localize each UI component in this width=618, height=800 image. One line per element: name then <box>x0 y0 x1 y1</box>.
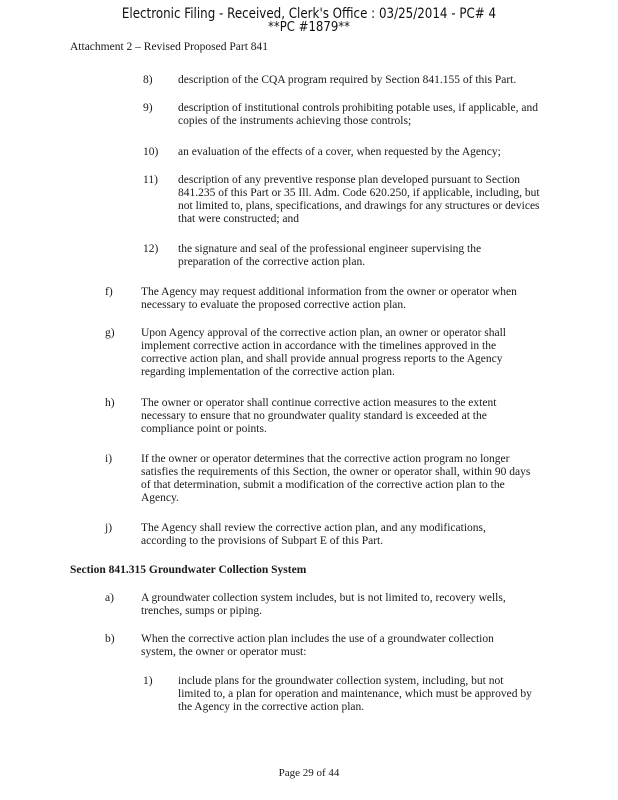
item-label: 11) <box>143 174 158 186</box>
item-text: description of institutional controls prohibiting potable uses, if applicable, and copies of the instruments achieving those controls; <box>178 102 538 127</box>
item-label: 9) <box>143 102 153 114</box>
item-text: The Agency may request additional information from the owner or operator when necessary to evaluate the proposed corrective action plan. <box>141 286 517 311</box>
item-text: The Agency shall review the corrective action plan, and any modifications, according to the provisions of Subpart E of this Part. <box>141 522 486 547</box>
page-number: Page 29 of 44 <box>278 767 340 779</box>
item-text: an evaluation of the effects of a cover, when requested by the Agency; <box>178 146 501 158</box>
item-label: g) <box>105 327 115 339</box>
item-label: b) <box>105 633 115 645</box>
item-text: The owner or operator shall continue corrective action measures to the extent necessary to ensure that no groundwater quality standard is exceeded at the compliance point or points. <box>141 397 497 435</box>
item-text: Upon Agency approval of the corrective action plan, an owner or operator shall implement corrective action in accordance with the timelines approved in the corrective action plan, and shall provide annual progress reports to the Agency regarding implementation of the corrective action plan. <box>141 327 506 378</box>
item-text: include plans for the groundwater collection system, including, but not limited to, a plan for operation and maintenance, which must be approved by the Agency in the corrective action plan. <box>178 675 532 713</box>
item-label: a) <box>105 592 114 604</box>
item-label: 8) <box>143 74 153 86</box>
item-label: h) <box>105 397 115 409</box>
item-label: j) <box>105 522 113 534</box>
pc-number: **PC #1879** <box>268 20 350 35</box>
item-label: i) <box>105 453 113 465</box>
item-text: When the corrective action plan includes the use of a groundwater collection system, the owner or operator must: <box>141 633 494 658</box>
attachment-header: Attachment 2 – Revised Proposed Part 841 <box>70 41 269 53</box>
item-label: 12) <box>143 243 159 255</box>
item-text: If the owner or operator determines that the corrective action program no longer satisfies the requirements of this Section, the owner or operator shall, within 90 days of that determination, submit a modification of the corrective action plan to the Agency. <box>141 453 531 504</box>
item-text: description of the CQA program required by Section 841.155 of this Part. <box>178 74 517 86</box>
item-text: A groundwater collection system includes, but is not limited to, recovery wells, trenches, sumps or piping. <box>141 592 506 617</box>
item-label: 1) <box>143 675 153 687</box>
item-text: description of any preventive response plan developed pursuant to Section 841.235 of this Part or 35 Ill. Adm. Code 620.250, if applicable, including, but not limited to, plans, specifications, and drawings for any structures or devices that were constructed; and <box>178 174 540 225</box>
item-text: the signature and seal of the professional engineer supervising the preparation of the corrective action plan. <box>178 243 482 268</box>
item-label: f) <box>105 286 113 298</box>
filing-stamp: Electronic Filing - Received, Clerk's Office : 03/25/2014 - PC# 4 <box>121 6 497 22</box>
item-label: 10) <box>143 146 159 158</box>
section-heading: Section 841.315 Groundwater Collection System <box>70 564 307 576</box>
